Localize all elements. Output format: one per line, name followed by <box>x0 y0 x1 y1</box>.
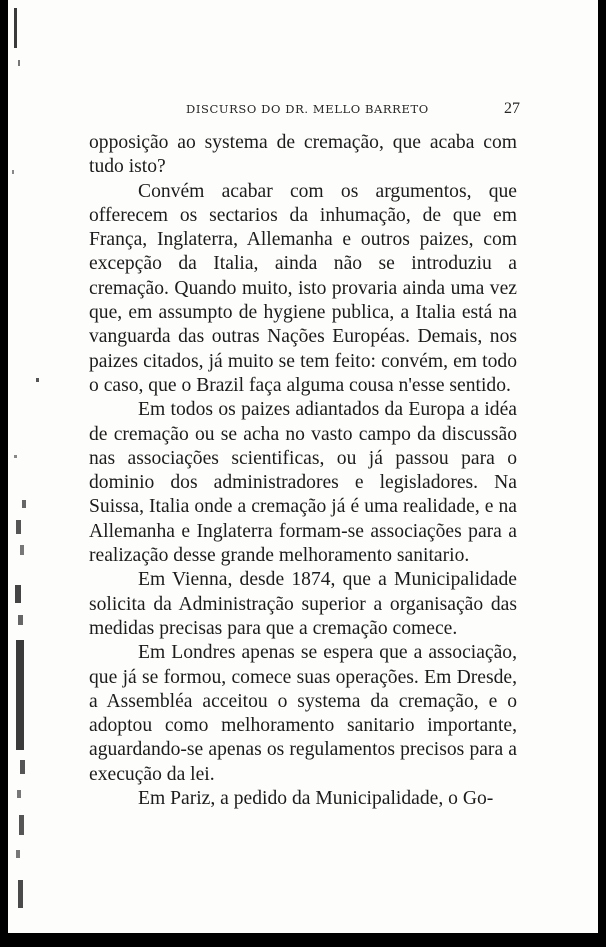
paragraph: Em todos os paizes adiantados da Europa a idéa de cremação ou se acha no vasto campo da discussão nas associações scientificas, ou já passou para o dominio dos administradores e legisladores. Na Suissa, Italia onde a cremação já é uma realidade, e na Allemanha e Inglaterra formam-se associações para a realização desse grande melhoramento sanitario. <box>89 399 517 567</box>
paragraph-last: Em Pariz, a pedido da Municipalidade, o Go- <box>138 788 494 810</box>
page-number: 27 <box>504 100 520 117</box>
paragraph: Em Londres apenas se espera que a associação, que já se formou, comece suas operações. Em Dresde, a Assembléa acceitou o systema da cremação, e o adoptou como melhoramento sanitario importante, aguardando-se apenas os regulamentos precisos para a execução da lei. <box>89 642 517 785</box>
paragraph: Em Vienna, desde 1874, que a Municipalidade solicita da Administração superior a organisação das medidas precisas para que a cremação comece. <box>89 569 517 639</box>
book-page <box>8 0 598 933</box>
scan-border <box>0 933 606 947</box>
body-text <box>89 131 517 811</box>
scan-edge-specks <box>8 0 48 933</box>
paragraph: Convém acabar com os argumentos, que offerecem os sectarios da inhumação, de que em França, Inglaterra, Allemanha e outros paizes, com excepção da Italia, ainda não se introduziu a cremação. Quando muito, isto provaria ainda uma vez que, em assumpto de hygiene publica, a Italia está na vanguarda das outras Nações Européas. Demais, nos paizes citados, já muito se tem feito: convém, em todo o caso, que o Brazil faça alguma cousa n'esse sentido. <box>89 180 517 396</box>
running-header: DISCURSO DO DR. MELLO BARRETO <box>186 102 429 116</box>
paragraph-continuation: opposição ao systema de cremação, que acaba com tudo isto? <box>89 132 517 178</box>
